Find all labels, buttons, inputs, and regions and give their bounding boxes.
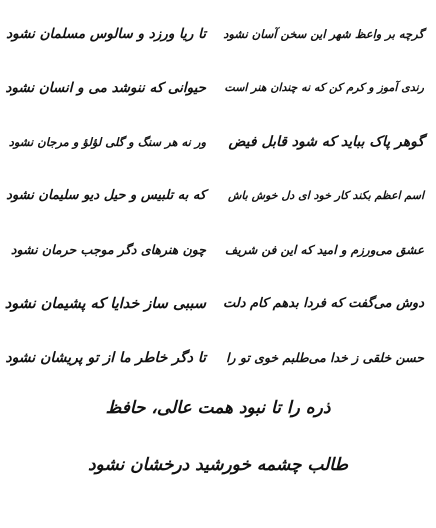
couplet	[0, 172, 436, 226]
second-hemistich: چون هنرهای دگر موجب حرمان نشود	[10, 242, 206, 257]
first-hemistich: عشق می‌ورزم و امید که این فن شریف	[224, 243, 424, 257]
second-hemistich: تا دگر خاطر ما از تو پریشان نشود	[5, 350, 206, 366]
first-hemistich: حسن خلقی ز خدا می‌طلبم خوی تو را	[226, 350, 424, 365]
first-hemistich: گرچه بر واعظ شهر این سخن آسان نشود	[223, 27, 424, 41]
second-hemistich: که به تلبیس و حیل دیو سلیمان نشود	[6, 188, 206, 203]
second-hemistich: ور نه هر سنگ و گلی لؤلؤ و مرجان نشود	[8, 135, 206, 149]
couplet	[0, 334, 436, 388]
first-hemistich: دوش می‌گفت که فردا بدهم کام دلت	[222, 296, 424, 311]
couplet	[0, 280, 436, 334]
couplet	[0, 64, 436, 118]
couplet	[0, 10, 436, 64]
first-hemistich: اسم اعظم بکند کار خود ای دل خوش باش	[227, 189, 424, 202]
closing-line-second: طالب چشمه خورشید درخشان نشود	[87, 455, 349, 475]
couplet	[0, 118, 436, 172]
second-hemistich: حیوانی که ننوشد می و انسان نشود	[5, 80, 206, 96]
closing-line-first: ذره را تا نبود همت عالی، حافظ	[105, 398, 331, 418]
first-hemistich: رندی آموز و کرم کن که نه چندان هنر است	[224, 81, 424, 94]
second-hemistich: تا ریا ورزد و سالوس مسلمان نشود	[6, 26, 206, 42]
couplet-list	[0, 10, 436, 388]
second-hemistich: سببی ساز خدایا که پشیمان نشود	[4, 295, 206, 312]
couplet	[0, 226, 436, 280]
first-hemistich: گوهر پاک بباید که شود قابل فیض	[228, 134, 424, 150]
